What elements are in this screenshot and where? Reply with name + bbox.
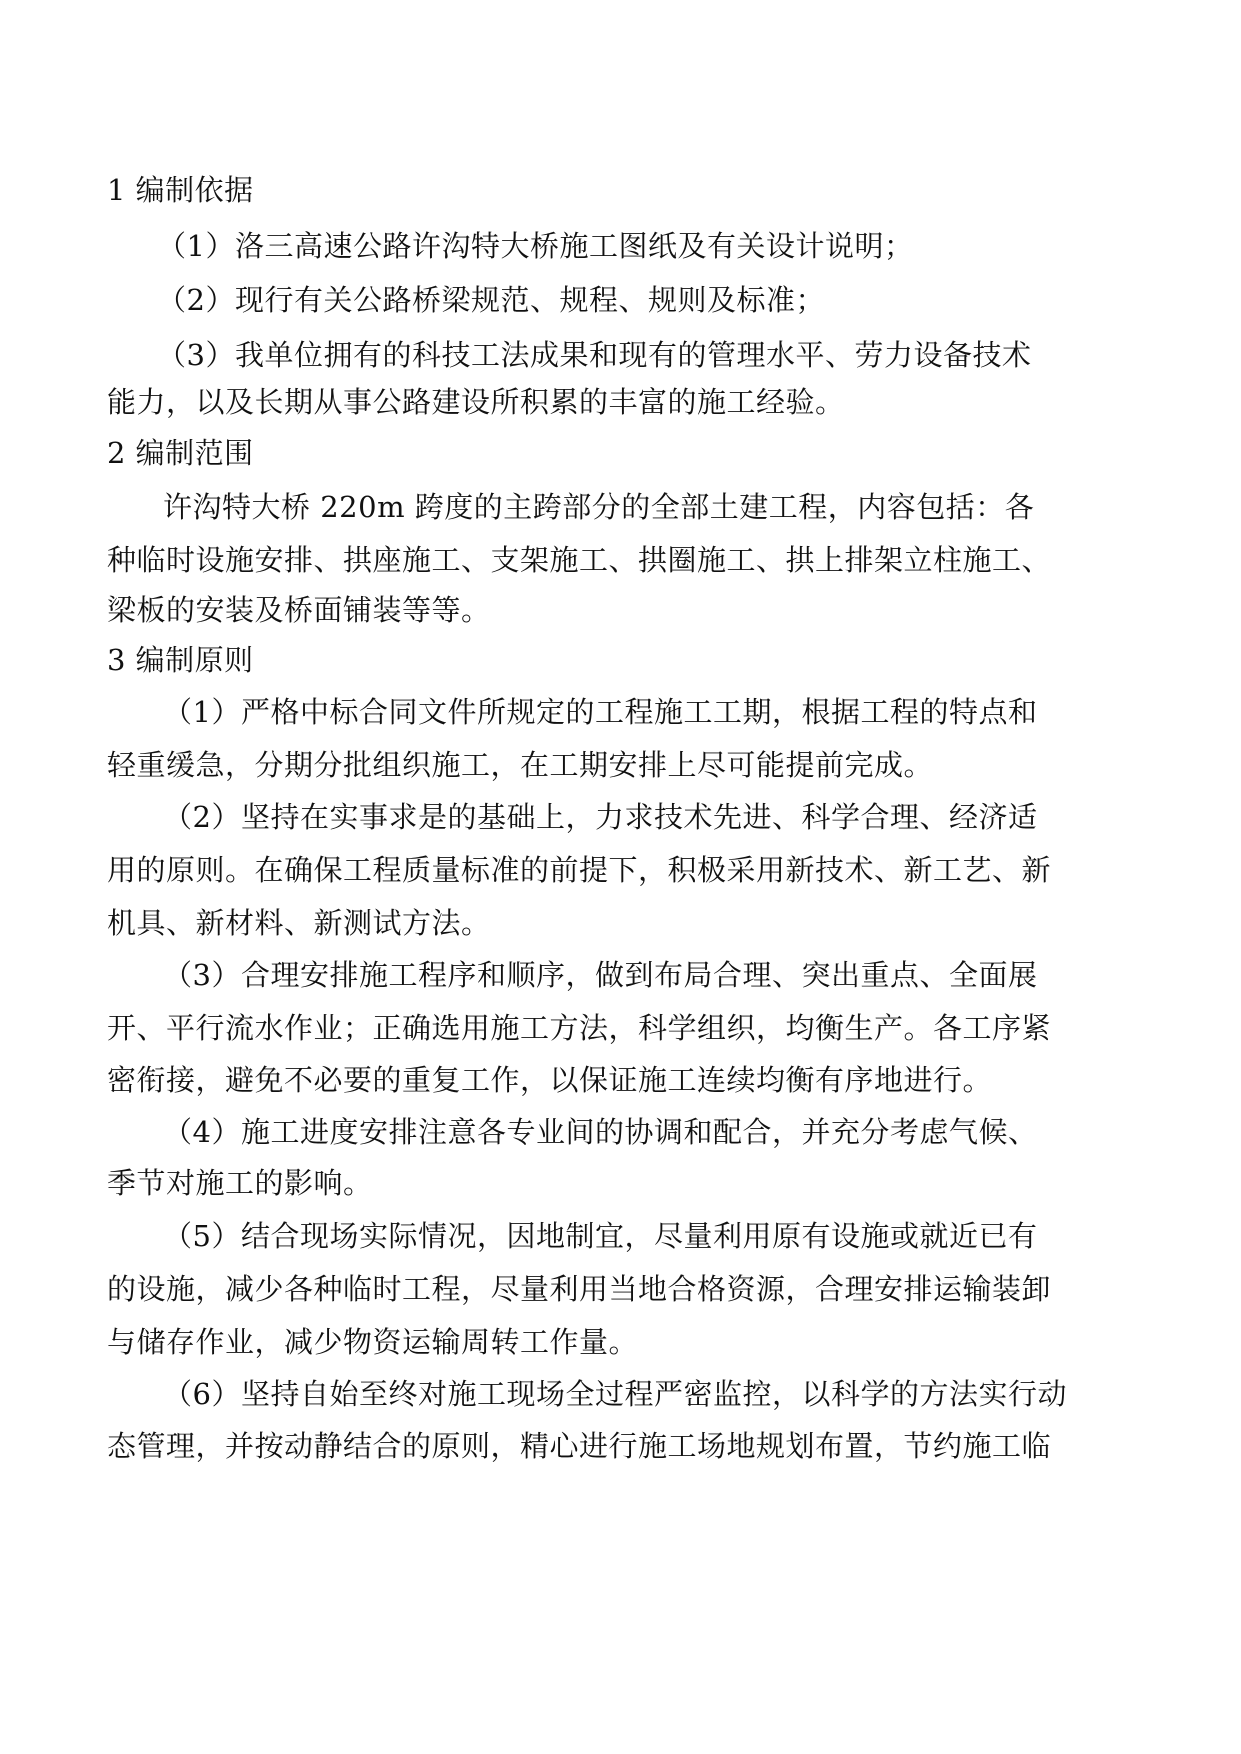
paragraph-line: 机具、新材料、新测试方法。 (107, 906, 491, 940)
paragraph-line: 用的原则。在确保工程质量标准的前提下，积极采用新技术、新工艺、新 (107, 853, 1052, 887)
paragraph-line: （3）我单位拥有的科技工法成果和现有的管理水平、劳力设备技术 (157, 338, 1032, 372)
paragraph-line: 与储存作业，减少物资运输周转工作量。 (107, 1325, 639, 1359)
paragraph-line: （1）严格中标合同文件所规定的工程施工工期，根据工程的特点和 (163, 695, 1038, 729)
section-heading-principles: 3 编制原则 (107, 643, 254, 677)
paragraph-line: （5）结合现场实际情况，因地制宜，尽量利用原有设施或就近已有 (163, 1219, 1038, 1253)
paragraph-line: 态管理，并按动静结合的原则，精心进行施工场地规划布置，节约施工临 (107, 1429, 1052, 1463)
paragraph-line: 的设施，减少各种临时工程，尽量利用当地合格资源，合理安排运输装卸 (107, 1272, 1052, 1306)
paragraph-line: （6）坚持自始至终对施工现场全过程严密监控，以科学的方法实行动 (163, 1377, 1067, 1411)
paragraph-line: 许沟特大桥 220m 跨度的主跨部分的全部土建工程，内容包括：各 (163, 490, 1035, 524)
paragraph-line: （2）坚持在实事求是的基础上，力求技术先进、科学合理、经济适 (163, 800, 1038, 834)
paragraph-line: 季节对施工的影响。 (107, 1166, 373, 1200)
paragraph-line: （2）现行有关公路桥梁规范、规程、规则及标准； (157, 283, 825, 317)
paragraph-line: 种临时设施安排、拱座施工、支架施工、拱圈施工、拱上排架立柱施工、 (107, 543, 1052, 577)
paragraph-line: 能力，以及长期从事公路建设所积累的丰富的施工经验。 (107, 385, 845, 419)
paragraph-line: 轻重缓急，分期分批组织施工，在工期安排上尽可能提前完成。 (107, 748, 934, 782)
paragraph-line: 开、平行流水作业；正确选用施工方法，科学组织，均衡生产。各工序紧 (107, 1011, 1052, 1045)
paragraph-line: （4）施工进度安排注意各专业间的协调和配合，并充分考虑气候、 (163, 1115, 1038, 1149)
paragraph-line: 密衔接，避免不必要的重复工作，以保证施工连续均衡有序地进行。 (107, 1063, 993, 1097)
paragraph-line: （1）洛三高速公路许沟特大桥施工图纸及有关设计说明； (157, 229, 914, 263)
paragraph-line: （3）合理安排施工程序和顺序，做到布局合理、突出重点、全面展 (163, 958, 1038, 992)
section-heading-basis: 1 编制依据 (107, 173, 254, 207)
paragraph-line: 梁板的安装及桥面铺装等等。 (107, 593, 491, 627)
section-heading-scope: 2 编制范围 (107, 436, 254, 470)
